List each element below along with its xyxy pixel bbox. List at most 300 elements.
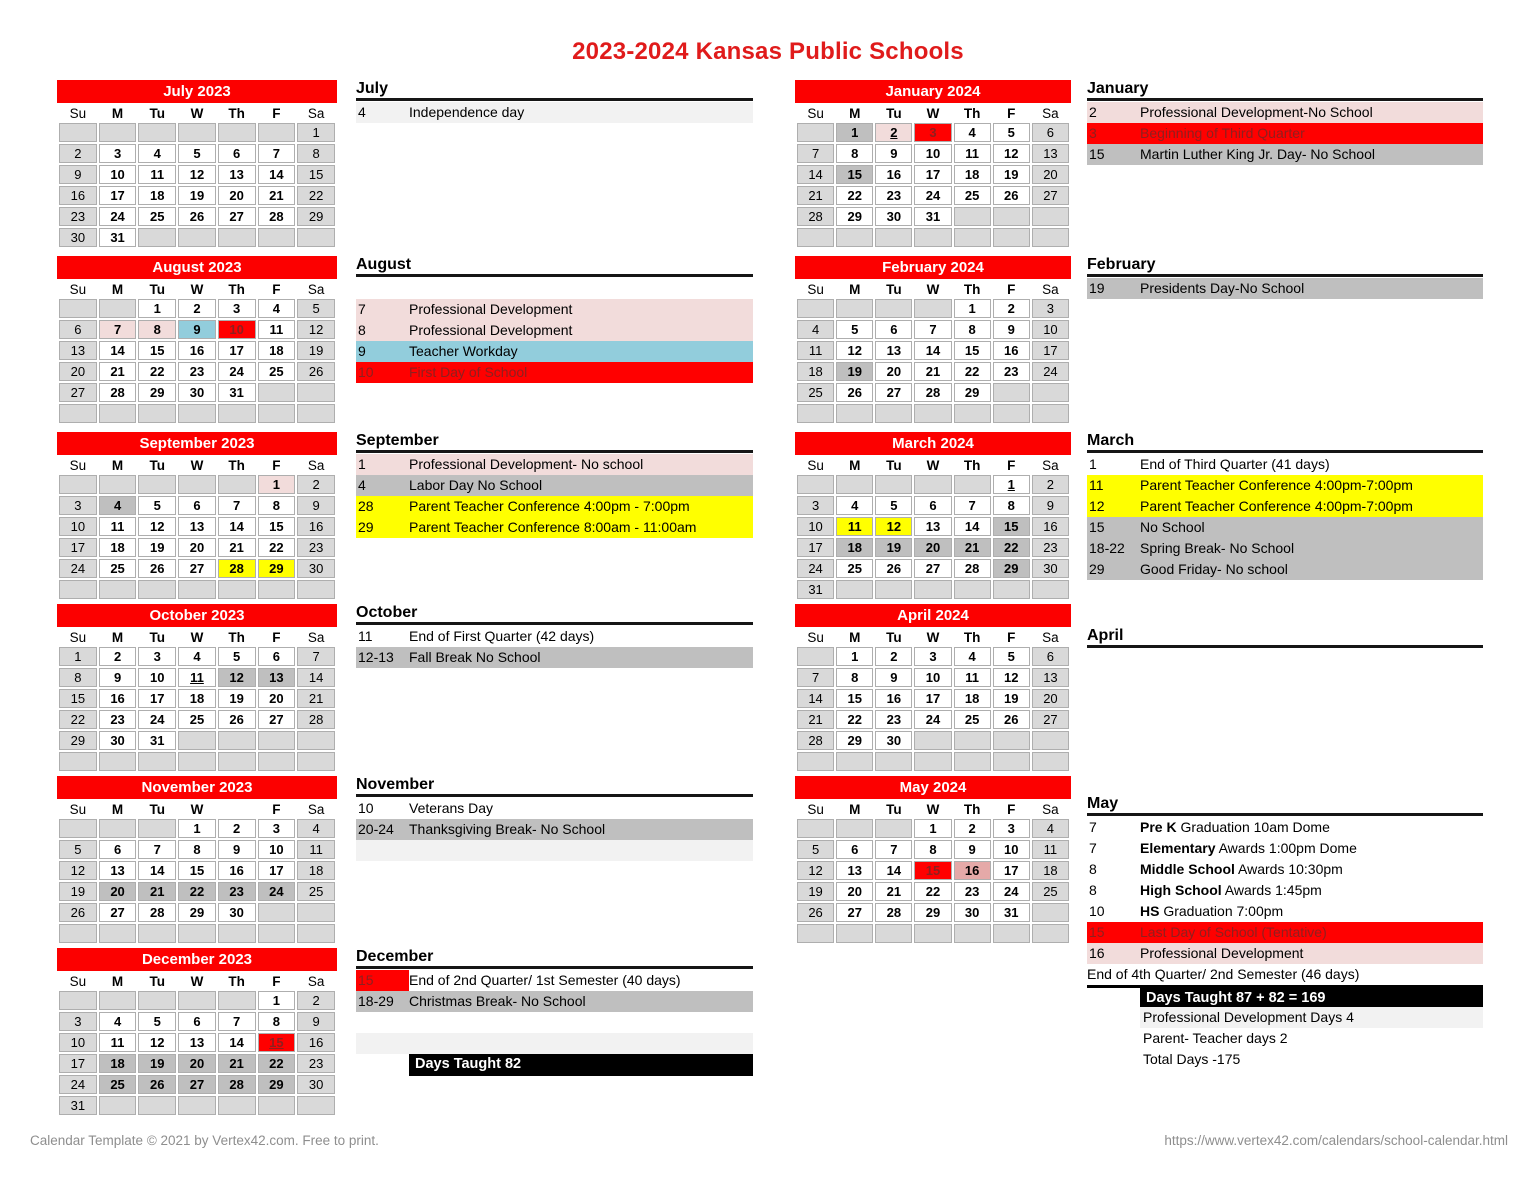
event-list-month-heading: August xyxy=(356,256,753,277)
day-cell-6: 6 xyxy=(258,647,296,666)
day-cell-12: 12 xyxy=(836,341,873,360)
day-cell-28: 28 xyxy=(297,710,335,729)
day-cell-10: 10 xyxy=(914,144,951,163)
event-text: Professional Development-No School xyxy=(1140,104,1373,120)
day-of-week-header: Sa xyxy=(297,105,335,121)
day-cell-5: 5 xyxy=(993,647,1030,666)
day-cell-empty xyxy=(138,404,176,423)
day-cell-14: 14 xyxy=(218,1033,256,1052)
day-cell-empty xyxy=(797,299,834,318)
day-cell-20: 20 xyxy=(1032,689,1069,708)
event-list-december xyxy=(356,948,753,1076)
day-cell-26: 26 xyxy=(797,903,834,922)
day-cell-empty xyxy=(178,123,216,142)
event-text: Pre K Graduation 10am Dome xyxy=(1140,819,1330,835)
event-row xyxy=(356,454,753,475)
day-cell-4: 4 xyxy=(954,123,991,142)
day-of-week-header: Tu xyxy=(875,281,912,297)
day-cell-empty xyxy=(1032,903,1069,922)
day-cell-1: 1 xyxy=(138,299,176,318)
event-list-month-heading: September xyxy=(356,432,753,453)
day-cell-7: 7 xyxy=(218,1012,256,1031)
day-cell-1: 1 xyxy=(178,819,216,838)
day-cell-empty xyxy=(797,228,834,247)
day-cell-24: 24 xyxy=(258,882,296,901)
day-cell-6: 6 xyxy=(99,840,137,859)
day-cell-9: 9 xyxy=(297,1012,335,1031)
event-list-month-heading: February xyxy=(1087,256,1483,277)
day-cell-empty xyxy=(914,731,951,750)
day-cell-13: 13 xyxy=(218,165,256,184)
day-cell-22: 22 xyxy=(178,882,216,901)
day-cell-empty xyxy=(218,924,256,943)
calendar-month-header: May 2024 xyxy=(795,776,1071,799)
day-of-week-header: F xyxy=(258,457,296,473)
day-cell-8: 8 xyxy=(914,840,951,859)
day-cell-1: 1 xyxy=(993,475,1030,494)
day-cell-10: 10 xyxy=(797,517,834,536)
day-cell-empty xyxy=(954,475,991,494)
event-day: 18-22 xyxy=(1089,540,1125,556)
day-cell-12: 12 xyxy=(797,861,834,880)
day-of-week-header: W xyxy=(914,629,951,645)
day-cell-27: 27 xyxy=(218,207,256,226)
day-cell-3: 3 xyxy=(797,496,834,515)
day-cell-25: 25 xyxy=(954,710,991,729)
day-of-week-header: M xyxy=(836,457,873,473)
day-cell-empty xyxy=(1032,752,1069,771)
event-list-month-heading: November xyxy=(356,776,753,797)
day-cell-empty xyxy=(297,903,335,922)
day-cell-empty xyxy=(875,819,912,838)
day-of-week-header: Th xyxy=(218,105,256,121)
event-row xyxy=(1087,278,1483,299)
event-text: Parent Teacher Conference 8:00am - 11:00am xyxy=(409,519,697,535)
event-day: 7 xyxy=(1089,840,1097,856)
day-of-week-header: W xyxy=(178,105,216,121)
day-cell-20: 20 xyxy=(914,538,951,557)
day-cell-empty xyxy=(178,228,216,247)
day-cell-22: 22 xyxy=(297,186,335,205)
day-cell-empty xyxy=(138,123,176,142)
event-text: High School Awards 1:45pm xyxy=(1140,882,1322,898)
event-day: 29 xyxy=(1089,561,1105,577)
day-cell-empty xyxy=(258,228,296,247)
event-row xyxy=(1087,817,1483,838)
day-cell-empty xyxy=(59,404,97,423)
day-cell-24: 24 xyxy=(59,1075,97,1094)
event-day: 12-13 xyxy=(358,649,394,665)
day-cell-13: 13 xyxy=(178,517,216,536)
day-cell-empty xyxy=(875,404,912,423)
day-cell-4: 4 xyxy=(954,647,991,666)
day-cell-8: 8 xyxy=(297,144,335,163)
day-cell-17: 17 xyxy=(914,165,951,184)
day-of-week-header: W xyxy=(178,973,216,989)
day-of-week-header: Th xyxy=(218,629,256,645)
day-cell-29: 29 xyxy=(954,383,991,402)
day-cell-19: 19 xyxy=(993,165,1030,184)
day-cell-22: 22 xyxy=(258,1054,296,1073)
day-cell-23: 23 xyxy=(1032,538,1069,557)
event-text: Professional Development xyxy=(1140,945,1304,961)
event-text: Christmas Break- No School xyxy=(409,993,586,1009)
day-of-week-header: F xyxy=(258,801,296,817)
day-cell-empty xyxy=(993,228,1030,247)
day-cell-15: 15 xyxy=(258,1033,296,1052)
day-cell-2: 2 xyxy=(218,819,256,838)
day-cell-15: 15 xyxy=(59,689,97,708)
day-cell-5: 5 xyxy=(178,144,216,163)
event-row xyxy=(356,299,753,320)
event-row xyxy=(1087,517,1483,538)
day-cell-15: 15 xyxy=(914,861,951,880)
day-cell-empty xyxy=(59,475,97,494)
day-cell-8: 8 xyxy=(836,668,873,687)
day-cell-30: 30 xyxy=(1032,559,1069,578)
day-cell-19: 19 xyxy=(297,341,335,360)
day-cell-23: 23 xyxy=(218,882,256,901)
day-of-week-header: Tu xyxy=(138,457,176,473)
day-of-week-header: F xyxy=(258,105,296,121)
day-of-week-header: Su xyxy=(59,457,97,473)
event-list-may xyxy=(1087,795,1483,1070)
day-cell-20: 20 xyxy=(99,882,137,901)
event-list-september xyxy=(356,432,753,538)
day-cell-9: 9 xyxy=(178,320,216,339)
day-cell-empty xyxy=(914,299,951,318)
day-cell-19: 19 xyxy=(875,538,912,557)
event-list-february xyxy=(1087,256,1483,299)
day-of-week-header: F xyxy=(258,281,296,297)
day-of-week-header: Su xyxy=(59,973,97,989)
day-cell-25: 25 xyxy=(836,559,873,578)
day-cell-21: 21 xyxy=(218,538,256,557)
day-of-week-header: Su xyxy=(797,629,834,645)
day-cell-17: 17 xyxy=(59,1054,97,1073)
day-cell-30: 30 xyxy=(875,731,912,750)
event-day: 19 xyxy=(1089,280,1105,296)
day-cell-empty xyxy=(836,924,873,943)
event-text: Veterans Day xyxy=(409,800,494,816)
day-cell-2: 2 xyxy=(59,144,97,163)
day-cell-empty xyxy=(99,924,137,943)
event-rows xyxy=(356,970,753,1076)
day-cell-28: 28 xyxy=(218,559,256,578)
day-cell-24: 24 xyxy=(59,559,97,578)
day-cell-empty xyxy=(297,752,335,771)
day-cell-16: 16 xyxy=(993,341,1030,360)
day-of-week-header: M xyxy=(99,973,137,989)
event-rows xyxy=(356,278,753,383)
day-cell-empty xyxy=(218,475,256,494)
day-cell-26: 26 xyxy=(875,559,912,578)
day-cell-8: 8 xyxy=(138,320,176,339)
day-cell-27: 27 xyxy=(836,903,873,922)
day-cell-26: 26 xyxy=(138,1075,176,1094)
day-cell-19: 19 xyxy=(218,689,256,708)
event-list-january xyxy=(1087,80,1483,165)
day-cell-empty xyxy=(258,580,296,599)
day-cell-empty xyxy=(914,475,951,494)
event-day: 15 xyxy=(1089,146,1105,162)
day-cell-14: 14 xyxy=(797,689,834,708)
day-cell-30: 30 xyxy=(59,228,97,247)
day-cell-11: 11 xyxy=(1032,840,1069,859)
day-cell-empty xyxy=(993,404,1030,423)
calendar-month-header: September 2023 xyxy=(57,432,337,455)
day-cell-5: 5 xyxy=(138,496,176,515)
day-cell-12: 12 xyxy=(875,517,912,536)
day-cell-empty xyxy=(914,752,951,771)
day-cell-30: 30 xyxy=(297,1075,335,1094)
day-cell-31: 31 xyxy=(138,731,176,750)
day-cell-empty xyxy=(138,924,176,943)
day-cell-empty xyxy=(59,580,97,599)
day-cell-20: 20 xyxy=(178,1054,216,1073)
day-of-week-header: Su xyxy=(797,801,834,817)
event-row xyxy=(1087,538,1483,559)
day-cell-empty xyxy=(138,1096,176,1115)
day-cell-25: 25 xyxy=(99,559,137,578)
day-cell-27: 27 xyxy=(59,383,97,402)
day-cell-31: 31 xyxy=(993,903,1030,922)
day-cell-6: 6 xyxy=(59,320,97,339)
day-cell-16: 16 xyxy=(297,517,335,536)
event-text: Independence day xyxy=(409,104,525,120)
event-row xyxy=(1087,559,1483,580)
day-cell-21: 21 xyxy=(797,186,834,205)
day-cell-24: 24 xyxy=(993,882,1030,901)
day-cell-8: 8 xyxy=(258,496,296,515)
semester-summary-text: End of 4th Quarter/ 2nd Semester (46 days) xyxy=(1087,964,1483,985)
day-cell-29: 29 xyxy=(836,731,873,750)
day-of-week-header: F xyxy=(258,629,296,645)
totals-summary-row: Professional Development Days 4 xyxy=(1140,1007,1483,1028)
day-cell-empty xyxy=(914,580,951,599)
day-of-week-header: Su xyxy=(797,105,834,121)
day-cell-10: 10 xyxy=(59,517,97,536)
day-cell-16: 16 xyxy=(875,689,912,708)
day-cell-21: 21 xyxy=(797,710,834,729)
day-of-week-header: F xyxy=(993,281,1030,297)
day-of-week-header: Sa xyxy=(297,457,335,473)
event-text: End of 2nd Quarter/ 1st Semester (40 days) xyxy=(409,972,681,988)
day-of-week-header: Sa xyxy=(297,281,335,297)
days-taught-bar: Days Taught 87 + 82 = 169 xyxy=(1140,988,1483,1010)
day-cell-empty xyxy=(59,991,97,1010)
day-cell-30: 30 xyxy=(178,383,216,402)
day-cell-empty xyxy=(797,475,834,494)
day-cell-empty xyxy=(59,752,97,771)
event-row xyxy=(356,798,753,819)
day-cell-24: 24 xyxy=(218,362,256,381)
day-cell-16: 16 xyxy=(59,186,97,205)
event-row xyxy=(1087,838,1483,859)
day-of-week-header: M xyxy=(99,801,137,817)
day-cell-9: 9 xyxy=(993,320,1030,339)
day-cell-24: 24 xyxy=(138,710,176,729)
day-cell-16: 16 xyxy=(178,341,216,360)
day-cell-6: 6 xyxy=(178,1012,216,1031)
mini-calendar-july-2023 xyxy=(57,80,337,249)
day-cell-29: 29 xyxy=(59,731,97,750)
day-cell-empty xyxy=(993,924,1030,943)
calendar-month-header: February 2024 xyxy=(795,256,1071,279)
event-list-march xyxy=(1087,432,1483,580)
day-of-week-header: Sa xyxy=(297,973,335,989)
day-cell-17: 17 xyxy=(218,341,256,360)
day-cell-27: 27 xyxy=(178,1075,216,1094)
event-list-month-heading: December xyxy=(356,948,753,969)
day-cell-18: 18 xyxy=(797,362,834,381)
day-cell-19: 19 xyxy=(836,362,873,381)
day-cell-5: 5 xyxy=(138,1012,176,1031)
day-cell-empty xyxy=(993,752,1030,771)
event-list-month-heading: January xyxy=(1087,80,1483,101)
day-cell-25: 25 xyxy=(178,710,216,729)
day-cell-3: 3 xyxy=(914,647,951,666)
day-cell-empty xyxy=(954,228,991,247)
day-cell-14: 14 xyxy=(297,668,335,687)
day-cell-11: 11 xyxy=(954,668,991,687)
day-cell-23: 23 xyxy=(297,1054,335,1073)
day-of-week-header: Sa xyxy=(1032,801,1069,817)
day-cell-26: 26 xyxy=(297,362,335,381)
day-cell-empty xyxy=(138,228,176,247)
day-cell-4: 4 xyxy=(1032,819,1069,838)
day-cell-25: 25 xyxy=(954,186,991,205)
day-cell-21: 21 xyxy=(218,1054,256,1073)
day-cell-19: 19 xyxy=(797,882,834,901)
day-cell-empty xyxy=(178,580,216,599)
event-day: 11 xyxy=(358,628,373,644)
event-row xyxy=(356,341,753,362)
day-cell-10: 10 xyxy=(258,840,296,859)
day-of-week-header: Su xyxy=(797,457,834,473)
event-text: HS Graduation 7:00pm xyxy=(1140,903,1284,919)
day-of-week-header: Su xyxy=(797,281,834,297)
day-cell-17: 17 xyxy=(993,861,1030,880)
day-cell-1: 1 xyxy=(836,647,873,666)
day-cell-7: 7 xyxy=(914,320,951,339)
day-cell-7: 7 xyxy=(138,840,176,859)
day-cell-30: 30 xyxy=(875,207,912,226)
day-of-week-header: Tu xyxy=(875,457,912,473)
day-cell-empty xyxy=(59,123,97,142)
day-cell-empty xyxy=(954,404,991,423)
day-cell-empty xyxy=(258,383,296,402)
day-cell-9: 9 xyxy=(297,496,335,515)
day-cell-28: 28 xyxy=(218,1075,256,1094)
event-list-october xyxy=(356,604,753,668)
day-cell-28: 28 xyxy=(797,731,834,750)
day-cell-22: 22 xyxy=(836,186,873,205)
day-cell-12: 12 xyxy=(178,165,216,184)
day-cell-empty xyxy=(914,228,951,247)
day-cell-23: 23 xyxy=(954,882,991,901)
event-text: No School xyxy=(1140,519,1205,535)
day-cell-empty xyxy=(836,475,873,494)
day-cell-empty xyxy=(218,1096,256,1115)
day-cell-13: 13 xyxy=(875,341,912,360)
calendar-month-header: October 2023 xyxy=(57,604,337,627)
day-of-week-header: W xyxy=(914,105,951,121)
event-day: 3 xyxy=(1089,125,1097,141)
day-cell-26: 26 xyxy=(993,710,1030,729)
day-of-week-header: Su xyxy=(59,801,97,817)
event-list-november xyxy=(356,776,753,861)
day-cell-empty xyxy=(1032,207,1069,226)
day-cell-empty xyxy=(99,123,137,142)
day-cell-16: 16 xyxy=(875,165,912,184)
day-cell-11: 11 xyxy=(138,165,176,184)
day-cell-16: 16 xyxy=(218,861,256,880)
day-cell-empty xyxy=(954,731,991,750)
day-cell-7: 7 xyxy=(297,647,335,666)
event-row xyxy=(1087,496,1483,517)
day-cell-21: 21 xyxy=(258,186,296,205)
day-cell-empty xyxy=(836,404,873,423)
event-day: 1 xyxy=(358,456,366,472)
event-text: Middle School Awards 10:30pm xyxy=(1140,861,1343,877)
event-text: Last Day of School (Tentative) xyxy=(1140,924,1327,940)
day-cell-23: 23 xyxy=(59,207,97,226)
day-cell-21: 21 xyxy=(914,362,951,381)
event-rows xyxy=(1087,817,1483,1070)
day-of-week-header: Tu xyxy=(138,629,176,645)
day-cell-29: 29 xyxy=(178,903,216,922)
day-cell-empty xyxy=(1032,580,1069,599)
day-cell-2: 2 xyxy=(954,819,991,838)
day-cell-1: 1 xyxy=(258,475,296,494)
event-list-month-heading: April xyxy=(1087,627,1483,648)
day-cell-11: 11 xyxy=(178,668,216,687)
day-cell-empty xyxy=(99,819,137,838)
day-cell-8: 8 xyxy=(954,320,991,339)
day-cell-10: 10 xyxy=(1032,320,1069,339)
event-day: 15 xyxy=(356,970,409,991)
day-cell-3: 3 xyxy=(218,299,256,318)
day-cell-empty xyxy=(218,731,256,750)
day-cell-18: 18 xyxy=(178,689,216,708)
event-row xyxy=(356,647,753,668)
day-of-week-header: M xyxy=(836,629,873,645)
day-cell-6: 6 xyxy=(1032,647,1069,666)
day-of-week-header: Th xyxy=(218,457,256,473)
day-cell-empty xyxy=(178,1096,216,1115)
day-cell-5: 5 xyxy=(218,647,256,666)
day-cell-20: 20 xyxy=(218,186,256,205)
day-cell-empty xyxy=(797,924,834,943)
day-cell-12: 12 xyxy=(138,517,176,536)
day-cell-3: 3 xyxy=(914,123,951,142)
day-cell-10: 10 xyxy=(138,668,176,687)
day-cell-20: 20 xyxy=(59,362,97,381)
day-cell-16: 16 xyxy=(1032,517,1069,536)
day-cell-20: 20 xyxy=(875,362,912,381)
day-cell-empty xyxy=(1032,404,1069,423)
day-cell-1: 1 xyxy=(59,647,97,666)
day-cell-9: 9 xyxy=(875,144,912,163)
day-cell-empty xyxy=(258,1096,296,1115)
day-cell-7: 7 xyxy=(218,496,256,515)
day-cell-27: 27 xyxy=(914,559,951,578)
spacer-row xyxy=(356,840,753,861)
day-cell-empty xyxy=(875,299,912,318)
day-cell-10: 10 xyxy=(218,320,256,339)
spacer-row xyxy=(356,1012,753,1033)
